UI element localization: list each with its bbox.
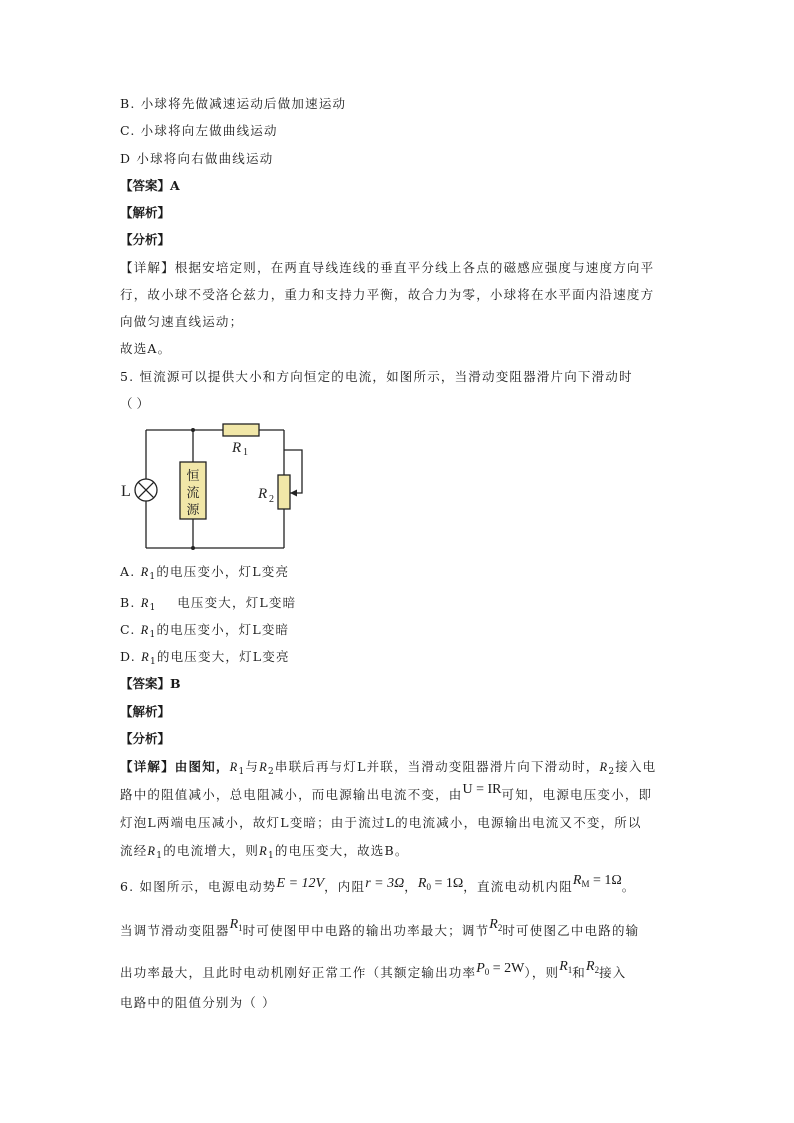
q5-detail-line-4: 流经$R_1$的电流增大，则$R_1$的电压变大，故选B。 [120, 843, 409, 861]
q6-stem-line-3: 出功率最大，且此时电动机刚好正常工作（其额定输出功率$P_0 = 2W$），则$R_1$和$R_2$接入 [120, 959, 627, 980]
q5-detail-line-1: 【详解】由图知，$R_1$与$R_2$串联后再与灯L并联，当滑动变阻器滑片向下滑动时，$R_2$接入电 [120, 759, 657, 777]
q5-stem-line-1: 5. 恒流源可以提供大小和方向恒定的电流，如图所示，当滑动变阻器滑片向下滑动时 [120, 369, 633, 384]
q4-conclusion: 故选A。 [120, 341, 172, 356]
q4-answer: 【答案】A [120, 178, 180, 193]
q4-fenxi-heading: 【分析】 [120, 232, 171, 247]
q4-option-b: B. 小球将先做减速运动后做加速运动 [120, 96, 347, 111]
q6-stem-line-4: 电路中的阻值分别为（ ） [120, 995, 276, 1010]
formula-u-ir: U = IR [462, 782, 502, 797]
q4-detail-line-3: 向做匀速直线运动； [120, 314, 244, 329]
q5-option-b: B. $R_1$ 电压变大，灯L变暗 [120, 595, 297, 613]
q4-detail-line-1: 【详解】根据安培定则，在两直导线连线的垂直平分线上各点的磁感应强度与速度方向平 [120, 260, 655, 275]
q4-detail-line-2: 行，故小球不受洛仑兹力，重力和支持力平衡，故合力为零，小球将在水平面内沿速度方 [120, 287, 655, 302]
q5-answer: 【答案】B [120, 676, 181, 691]
r1-subscript: 1 [243, 447, 248, 458]
q5-option-d: D. $R_1$的电压变大，灯L变亮 [120, 649, 290, 667]
q4-option-c: C. 小球将向左做曲线运动 [120, 123, 278, 138]
r1-label: R [232, 440, 242, 456]
lamp-label: L [121, 483, 131, 500]
q5-option-a: A. $R_1$的电压变小，灯L变亮 [120, 564, 290, 582]
r2-resistor [278, 475, 290, 509]
q5-detail-line-3: 灯泡L两端电压减小，故灯L变暗；由于流过L的电流减小，电源输出电流又不变，所以 [120, 815, 642, 830]
q5-analysis-heading: 【解析】 [120, 704, 171, 719]
r1-resistor [223, 424, 259, 436]
q5-option-c: C. $R_1$的电压变小，灯L变暗 [120, 622, 290, 640]
q4-option-d: D 小球将向右做曲线运动 [120, 151, 274, 166]
q5-circuit-diagram [118, 420, 318, 556]
r2-label: R [258, 486, 268, 502]
q5-detail-line-2: 路中的阻值减小，总电阻减小，而电源输出电流不变，由U = IR可知，电源电压变小，即 [120, 782, 653, 802]
source-label: 恒流源 [186, 469, 200, 518]
r2-subscript: 2 [269, 494, 274, 505]
q6-stem-line-2: 当调节滑动变阻器$R_1$时可使图甲中电路的输出功率最大；调节$R_2$时可使图乙中电路的输 [120, 917, 640, 938]
q5-stem-line-2: （ ） [120, 396, 149, 411]
slider-arrow-icon [290, 490, 297, 497]
q5-fenxi-heading: 【分析】 [120, 731, 171, 746]
q4-analysis-heading: 【解析】 [120, 205, 171, 220]
q6-stem-line-1: 6. 如图所示，电源电动势E = 12V，内阻r = 3Ω，$R_0 = 1\Omega$，直流电动机内阻$R_M = 1\Omega$。 [120, 873, 636, 894]
